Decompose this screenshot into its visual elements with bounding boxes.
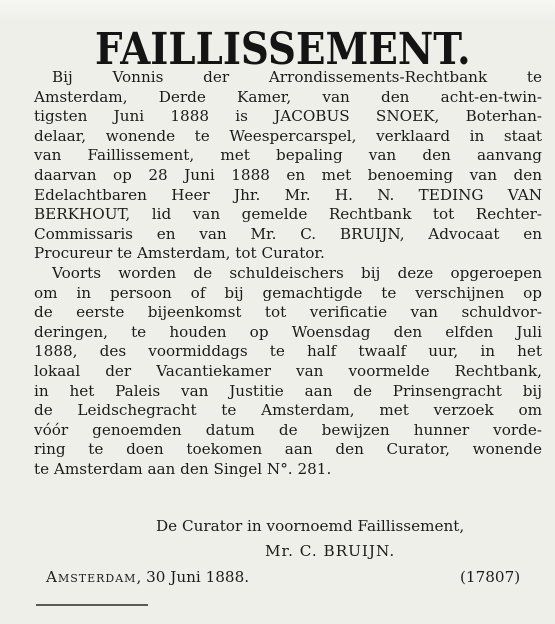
text-line: te Amsterdam aan den Singel N°. 281.	[34, 459, 332, 478]
text-line: daarvan op 28 Juni 1888 en met benoeming van den	[34, 165, 542, 184]
text-line: om in persoon of bij gemachtigde te verschijnen op	[34, 283, 542, 302]
dateline	[46, 568, 249, 586]
dateline-date: , 30 Juni 1888.	[136, 568, 250, 586]
notice-paragraph-1	[34, 68, 542, 264]
text-line: lokaal der Vacantiekamer van voormelde Rechtbank,	[34, 361, 542, 380]
divider-rule	[36, 604, 148, 606]
paper-edge	[0, 0, 555, 22]
signature-name: Mr. C. BRUIJN.	[265, 542, 396, 560]
text-line: in het Paleis van Justitie aan de Prinsengracht bij	[34, 381, 542, 400]
text-line: tigsten Juni 1888 is JACOBUS SNOEK, Boterhan-	[34, 107, 542, 126]
text-line: Voorts worden de schuldeischers bij deze opgeroepen	[52, 264, 542, 282]
text-line: vóór genoemden datum de bewijzen hunner vorde-	[34, 420, 542, 439]
text-line: deringen, te houden op Woensdag den elfden Juli	[34, 322, 542, 341]
text-line: delaar, wonende te Weespercarspel, verklaard in staat	[34, 126, 542, 145]
text-line: Bij Vonnis der Arrondissements-Rechtbank te	[52, 68, 542, 86]
text-line: Commissaris en van Mr. C. BRUIJN, Advocaat en	[34, 224, 542, 243]
text-line: ring te doen toekomen aan den Curator, wonende	[34, 440, 542, 459]
text-line: Procureur te Amsterdam, tot Curator.	[34, 244, 325, 263]
text-line: 1888, des voormiddags te half twaalf uur, in het	[34, 342, 542, 361]
reference-number: (17807)	[460, 568, 521, 586]
dateline-place: Amsterdam	[46, 568, 137, 586]
notice-title: FAILLISSEMENT.	[95, 24, 471, 75]
notice-paragraph-2	[34, 264, 542, 480]
text-line: Edelachtbaren Heer Jhr. Mr. H. N. TEDING VAN	[34, 185, 542, 204]
signature-role: De Curator in voornoemd Faillissement,	[156, 517, 465, 535]
text-line: BERKHOUT, lid van gemelde Rechtbank tot Rechter-	[34, 205, 542, 224]
text-line: van Faillissement, met bepaling van den aanvang	[34, 146, 542, 165]
text-line: de eerste bijeenkomst tot verificatie van schuldvor-	[34, 303, 542, 322]
text-line: de Leidschegracht te Amsterdam, met verzoek om	[34, 401, 542, 420]
text-line: Amsterdam, Derde Kamer, van den acht-en-twin-	[34, 87, 542, 106]
